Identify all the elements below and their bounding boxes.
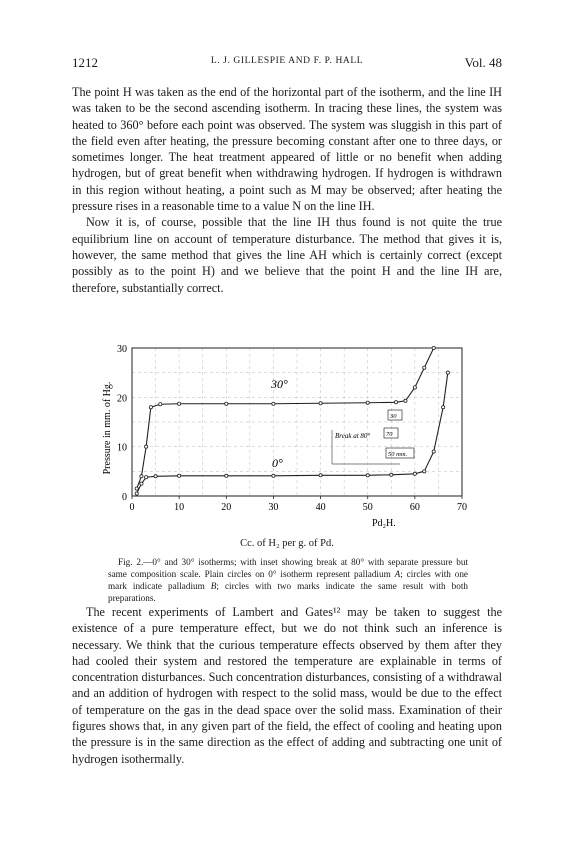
data-point bbox=[149, 406, 152, 409]
inset-box bbox=[332, 410, 414, 464]
x-tick-label: 10 bbox=[174, 502, 185, 513]
data-point bbox=[159, 403, 162, 406]
x-tick-label: 20 bbox=[221, 502, 232, 513]
running-header bbox=[72, 55, 502, 73]
paragraph: The point H was taken as the end of the horizontal part of the isotherm, and the line IH was taken to be the second ascending isotherm. In tracing these lines, the system was heated to 360° before each point was observed. The system was sluggish in this part of the field even after heating, the pressure becoming constant after one to three days, or sometimes longer. The heat treatment appeared of little or no benefit when adding hydrogen, but of great benefit when withdrawing hydrogen. If hydrogen is withdrawn in this region without heating, a point such as M may be observed; after heating the pressure rises in a reasonable time to a value N on the line IH. bbox=[72, 85, 502, 214]
x-axis-ticks bbox=[130, 496, 468, 513]
page-number: 1212 bbox=[72, 55, 98, 70]
caption-pd-a: A bbox=[394, 569, 401, 579]
data-point bbox=[319, 474, 322, 477]
data-point bbox=[366, 474, 369, 477]
data-point bbox=[178, 474, 181, 477]
data-point bbox=[446, 371, 449, 374]
volume-label: Vol. 48 bbox=[464, 55, 502, 70]
data-point bbox=[423, 366, 426, 369]
caption-text: ; circles with two marks indicate the same result with both preparations. bbox=[108, 581, 469, 603]
data-point bbox=[135, 487, 138, 490]
x-tick-label: 40 bbox=[315, 502, 326, 513]
y-tick-label: 20 bbox=[117, 393, 127, 405]
body-text-bottom bbox=[72, 604, 502, 767]
data-point bbox=[135, 492, 138, 495]
inset-box-label: 70 bbox=[386, 431, 393, 438]
data-point bbox=[272, 474, 275, 477]
x-tick-label: 70 bbox=[457, 502, 467, 513]
data-point bbox=[225, 474, 228, 477]
y-tick-label: 30 bbox=[117, 344, 127, 355]
x-sublabel: Pd₂H. bbox=[372, 518, 396, 529]
data-point bbox=[432, 450, 435, 453]
iso-30-label: 30° bbox=[271, 377, 288, 391]
data-point bbox=[413, 472, 416, 475]
data-point bbox=[140, 475, 143, 478]
x-tick-label: 0 bbox=[129, 502, 135, 513]
paragraph: The recent experiments of Lambert and Gates¹² may be taken to suggest the existence of a pure temperature effect, but we do not think such an inference is necessary. We think that the curious temperature effects observed by them after they had cooled their system and restored the temperature are explainable in terms of concentration disturbances. Such concentration disturbances, consisting of a withdrawal and an addition of hydrogen with respect to the solid mass, would be due to the effect of temperature on the gas in the dead space over the solid mass. Examination of their figures shows that, in any given part of the field, the effect of cooling and heating upon the pressure is in the same direction as the effect of adding and subtracting one unit of hydrogen isothermally. bbox=[72, 605, 502, 766]
data-point bbox=[423, 470, 426, 473]
figure-2 bbox=[100, 338, 480, 538]
data-point bbox=[154, 475, 157, 478]
y-tick-label: 10 bbox=[117, 442, 127, 454]
data-point bbox=[432, 346, 435, 349]
caption-text: ; circles with one mark indicate palladium bbox=[108, 569, 469, 591]
data-point bbox=[390, 473, 393, 476]
data-point bbox=[140, 482, 143, 485]
data-point bbox=[178, 402, 181, 405]
x-tick-label: 60 bbox=[409, 502, 420, 513]
x-axis-label: Cc. of H₂ per g. of Pd. bbox=[240, 538, 334, 549]
x-tick-label: 50 bbox=[362, 502, 373, 513]
inset-label: Break at 80° bbox=[335, 432, 371, 440]
figure-caption bbox=[108, 556, 468, 604]
data-point bbox=[319, 402, 322, 405]
data-point bbox=[404, 399, 407, 402]
inset-box-label: 30 bbox=[390, 413, 397, 420]
isotherm-chart bbox=[100, 338, 480, 538]
data-point bbox=[272, 402, 275, 405]
iso-0-label: 0° bbox=[272, 456, 283, 470]
y-tick-label: 0 bbox=[122, 492, 127, 503]
data-point bbox=[366, 401, 369, 404]
y-axis-ticks bbox=[117, 344, 127, 503]
data-point bbox=[413, 386, 416, 389]
paragraph: Now it is, of course, possible that the line IH thus found is not quite the true equilibrium line on account of temperature disturbance. The method that gives it is, however, the same method that gives the line AH which is certainly correct (except possibly as to the point H) and we believe that the point H and the line IH are, therefore, substantially correct. bbox=[72, 215, 502, 295]
chart-series bbox=[135, 346, 449, 495]
data-point bbox=[145, 445, 148, 448]
x-tick-label: 30 bbox=[268, 502, 279, 513]
data-point bbox=[394, 401, 397, 404]
series-line bbox=[137, 373, 448, 494]
data-point bbox=[442, 406, 445, 409]
caption-text: Fig. 2.—0° and 30° isotherms; with inset showing break at 80° with separate pressure but same composition scale. Plain circles on 0° isotherm represent palladium bbox=[108, 557, 468, 579]
data-point bbox=[145, 476, 148, 479]
inset-box-label: 50 mm. bbox=[388, 451, 408, 458]
body-text-top bbox=[72, 84, 502, 296]
caption-pd-b: B bbox=[210, 581, 217, 591]
y-axis-label: Pressure in mm. of Hg. bbox=[102, 381, 113, 475]
running-authors: L. J. GILLESPIE AND F. P. HALL bbox=[210, 56, 364, 66]
data-point bbox=[225, 402, 228, 405]
